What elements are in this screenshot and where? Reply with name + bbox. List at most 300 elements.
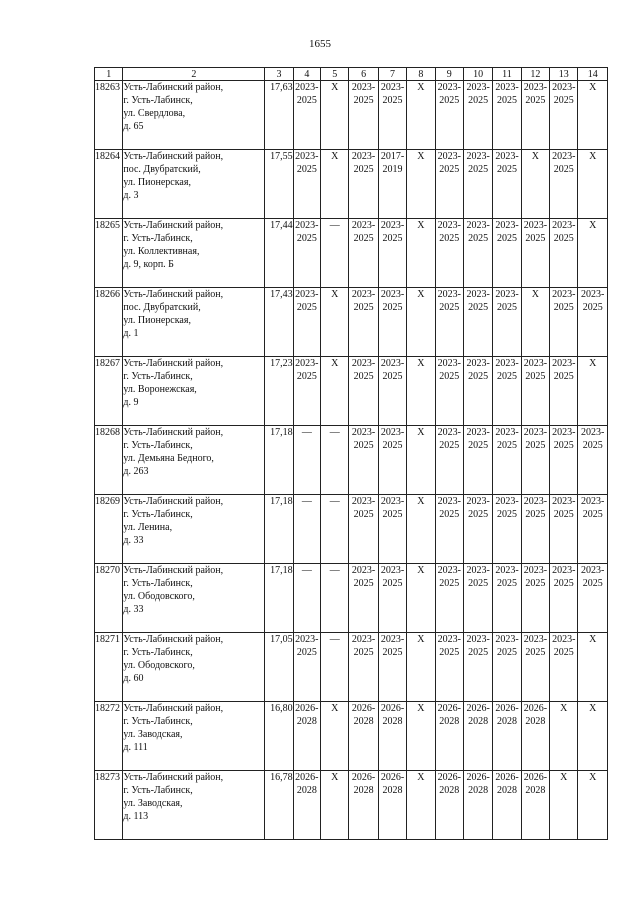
- table-row: [95, 288, 608, 357]
- address-line: ул. Пионерская,: [123, 177, 191, 188]
- period-cell: [550, 81, 578, 150]
- period-end: 2025: [296, 233, 317, 244]
- area-value: 17,18: [265, 495, 293, 564]
- period-start: 2023-: [351, 634, 376, 645]
- page-number: 1655: [309, 38, 331, 50]
- address-line: г. Усть-Лабинск,: [123, 440, 193, 451]
- period-end: 2025: [296, 164, 317, 175]
- address-line: Усть-Лабинский район,: [123, 289, 224, 300]
- period-start: 2023-: [437, 496, 461, 507]
- period-end: 2025: [382, 509, 403, 520]
- period-start: 2026-: [437, 772, 461, 783]
- period-cell: [521, 426, 549, 495]
- table-row: [95, 771, 608, 840]
- period-end: 2025: [382, 371, 403, 382]
- period-cell: [550, 219, 578, 288]
- period-end: 2025: [497, 440, 517, 451]
- period-start: 2023-: [380, 427, 405, 438]
- period-cell: [378, 495, 406, 564]
- address-line: Усть-Лабинский район,: [123, 772, 224, 783]
- period-cell: X: [407, 150, 435, 219]
- address-line: д. 9, корп. Б: [123, 259, 174, 270]
- period-cell: [293, 702, 320, 771]
- record-number: 18270: [95, 564, 123, 633]
- period-start: 2023-: [495, 496, 519, 507]
- period-end: 2025: [582, 509, 603, 520]
- period-start: 2023-: [437, 427, 461, 438]
- period-cell: [349, 633, 378, 702]
- address-line: д. 33: [123, 604, 144, 615]
- period-start: 2023-: [466, 427, 490, 438]
- period-cell: [493, 150, 521, 219]
- record-number: 18267: [95, 357, 123, 426]
- period-end: 2028: [353, 716, 374, 727]
- address-line: ул. Воронежская,: [123, 384, 197, 395]
- address-line: ул. Заводская,: [123, 798, 183, 809]
- area-value: 17,18: [265, 426, 293, 495]
- period-start: 2026-: [523, 772, 548, 783]
- period-cell: X: [407, 495, 435, 564]
- address-line: Усть-Лабинский район,: [123, 427, 224, 438]
- period-end: 2025: [497, 233, 517, 244]
- address-line: г. Усть-Лабинск,: [123, 785, 193, 796]
- period-cell: [521, 357, 549, 426]
- period-cell: [578, 426, 608, 495]
- record-number: 18263: [95, 81, 123, 150]
- period-cell: [435, 426, 463, 495]
- period-cell: [463, 150, 492, 219]
- column-number-cell: 1: [95, 68, 123, 81]
- period-start: 2023-: [581, 289, 605, 300]
- address-line: д. 33: [123, 535, 144, 546]
- housing-register-table: [94, 67, 608, 840]
- period-cell: [293, 357, 320, 426]
- column-number-cell: 8: [407, 68, 435, 81]
- period-end: 2025: [382, 233, 403, 244]
- period-end: 2025: [497, 509, 517, 520]
- period-start: 2023-: [552, 358, 576, 369]
- period-start: 2023-: [295, 151, 319, 162]
- period-start: 2023-: [351, 496, 376, 507]
- period-end: 2025: [439, 509, 460, 520]
- period-cell: [463, 633, 492, 702]
- period-cell: [293, 219, 320, 288]
- period-start: 2026-: [351, 703, 376, 714]
- period-start: 2023-: [495, 82, 519, 93]
- period-start: 2026-: [495, 703, 519, 714]
- period-cell: X: [521, 288, 549, 357]
- period-start: 2023-: [495, 358, 519, 369]
- period-cell: [550, 633, 578, 702]
- period-cell: [550, 150, 578, 219]
- address-line: ул. Ленина,: [123, 522, 173, 533]
- area-value: 17,55: [265, 150, 293, 219]
- period-start: 2023-: [295, 289, 319, 300]
- table-row: [95, 702, 608, 771]
- area-value: 17,63: [265, 81, 293, 150]
- period-end: 2028: [468, 716, 489, 727]
- period-end: 2025: [553, 509, 574, 520]
- period-end: 2025: [497, 95, 517, 106]
- period-cell: [435, 219, 463, 288]
- period-start: 2023-: [380, 82, 405, 93]
- period-cell: [493, 564, 521, 633]
- period-end: 2025: [468, 578, 489, 589]
- period-cell: [349, 426, 378, 495]
- period-start: 2023-: [351, 82, 376, 93]
- period-cell: [378, 771, 406, 840]
- period-end: 2025: [353, 578, 374, 589]
- address-cell: [123, 495, 265, 564]
- period-cell: [293, 771, 320, 840]
- period-cell: [463, 495, 492, 564]
- period-cell: [550, 357, 578, 426]
- period-start: 2023-: [495, 565, 519, 576]
- period-end: 2025: [439, 578, 460, 589]
- column-number-cell: 9: [435, 68, 463, 81]
- period-start: 2023-: [437, 358, 461, 369]
- column-number-cell: 13: [550, 68, 578, 81]
- address-line: Усть-Лабинский район,: [123, 82, 224, 93]
- address-line: Усть-Лабинский район,: [123, 703, 224, 714]
- period-start: 2023-: [437, 634, 461, 645]
- table-row: [95, 219, 608, 288]
- period-cell: X: [407, 357, 435, 426]
- period-cell: X: [321, 357, 349, 426]
- period-cell: X: [321, 771, 349, 840]
- period-end: 2025: [296, 647, 317, 658]
- period-cell: [493, 219, 521, 288]
- period-start: 2023-: [295, 358, 319, 369]
- period-end: 2025: [382, 302, 403, 313]
- period-start: 2023-: [380, 496, 405, 507]
- period-start: 2023-: [552, 496, 576, 507]
- period-cell: [550, 288, 578, 357]
- period-start: 2026-: [380, 772, 405, 783]
- period-start: 2023-: [523, 496, 548, 507]
- period-start: 2023-: [380, 289, 405, 300]
- period-end: 2025: [353, 164, 374, 175]
- period-start: 2023-: [523, 358, 548, 369]
- period-cell: [463, 702, 492, 771]
- period-cell: [493, 771, 521, 840]
- column-number-cell: 2: [123, 68, 265, 81]
- period-cell: [521, 219, 549, 288]
- period-end: 2025: [525, 578, 546, 589]
- period-cell: [578, 564, 608, 633]
- period-start: 2023-: [523, 427, 548, 438]
- period-cell: [463, 564, 492, 633]
- period-start: 2023-: [495, 427, 519, 438]
- period-cell: [463, 357, 492, 426]
- period-cell: [349, 288, 378, 357]
- period-cell: [293, 81, 320, 150]
- period-end: 2025: [439, 95, 460, 106]
- table-row: [95, 426, 608, 495]
- period-start: 2026-: [295, 703, 319, 714]
- period-cell: X: [321, 288, 349, 357]
- period-end: 2025: [439, 233, 460, 244]
- address-line: г. Усть-Лабинск,: [123, 647, 193, 658]
- period-end: 2025: [468, 302, 489, 313]
- period-cell: [435, 633, 463, 702]
- period-start: 2026-: [380, 703, 405, 714]
- period-end: 2028: [353, 785, 374, 796]
- period-start: 2023-: [552, 220, 576, 231]
- table-row: [95, 495, 608, 564]
- period-end: 2025: [525, 647, 546, 658]
- period-end: 2025: [582, 440, 603, 451]
- address-line: г. Усть-Лабинск,: [123, 578, 193, 589]
- area-value: 16,80: [265, 702, 293, 771]
- area-value: 17,05: [265, 633, 293, 702]
- period-end: 2025: [525, 440, 546, 451]
- period-cell: [435, 702, 463, 771]
- period-cell: —: [321, 219, 349, 288]
- address-cell: [123, 426, 265, 495]
- address-cell: [123, 702, 265, 771]
- period-cell: X: [407, 771, 435, 840]
- period-start: 2023-: [495, 151, 519, 162]
- period-cell: X: [407, 633, 435, 702]
- period-cell: X: [407, 702, 435, 771]
- period-cell: X: [550, 771, 578, 840]
- period-end: 2025: [353, 371, 374, 382]
- period-cell: X: [521, 150, 549, 219]
- period-start: 2023-: [523, 82, 548, 93]
- address-line: ул. Свердлова,: [123, 108, 186, 119]
- period-end: 2025: [553, 164, 574, 175]
- area-value: 17,18: [265, 564, 293, 633]
- period-cell: [463, 288, 492, 357]
- period-end: 2025: [468, 371, 489, 382]
- period-cell: [435, 288, 463, 357]
- period-end: 2025: [582, 302, 603, 313]
- period-end: 2019: [382, 164, 403, 175]
- period-cell: [550, 495, 578, 564]
- period-cell: —: [293, 426, 320, 495]
- address-line: г. Усть-Лабинск,: [123, 716, 193, 727]
- period-end: 2025: [468, 95, 489, 106]
- period-end: 2025: [382, 440, 403, 451]
- column-number-cell: 7: [378, 68, 406, 81]
- period-cell: [349, 495, 378, 564]
- period-start: 2023-: [466, 220, 490, 231]
- period-start: 2023-: [466, 82, 490, 93]
- period-end: 2028: [497, 716, 517, 727]
- period-start: 2023-: [437, 82, 461, 93]
- period-cell: [378, 357, 406, 426]
- period-cell: [349, 219, 378, 288]
- period-end: 2025: [439, 164, 460, 175]
- period-cell: [521, 702, 549, 771]
- period-cell: [578, 495, 608, 564]
- period-end: 2025: [497, 371, 517, 382]
- period-end: 2025: [553, 302, 574, 313]
- period-end: 2028: [382, 716, 403, 727]
- period-cell: X: [578, 771, 608, 840]
- period-end: 2028: [439, 716, 460, 727]
- period-end: 2028: [525, 785, 546, 796]
- period-start: 2023-: [295, 82, 319, 93]
- period-end: 2025: [353, 509, 374, 520]
- address-line: д. 113: [123, 811, 149, 822]
- period-cell: [493, 288, 521, 357]
- period-end: 2025: [382, 647, 403, 658]
- period-cell: [463, 771, 492, 840]
- period-cell: —: [321, 633, 349, 702]
- period-cell: [378, 150, 406, 219]
- period-start: 2023-: [523, 565, 548, 576]
- period-cell: [349, 357, 378, 426]
- address-line: ул. Заводская,: [123, 729, 183, 740]
- record-number: 18266: [95, 288, 123, 357]
- period-cell: [435, 81, 463, 150]
- address-line: ул. Демьяна Бедного,: [123, 453, 214, 464]
- address-line: ул. Ободовского,: [123, 591, 195, 602]
- period-start: 2026-: [437, 703, 461, 714]
- address-line: д. 65: [123, 121, 144, 132]
- period-cell: [349, 564, 378, 633]
- column-number-cell: 12: [521, 68, 549, 81]
- period-end: 2025: [468, 233, 489, 244]
- column-number-cell: 10: [463, 68, 492, 81]
- period-start: 2023-: [437, 151, 461, 162]
- period-start: 2023-: [552, 427, 576, 438]
- period-end: 2028: [382, 785, 403, 796]
- period-cell: [463, 219, 492, 288]
- record-number: 18271: [95, 633, 123, 702]
- period-start: 2023-: [466, 151, 490, 162]
- period-end: 2025: [497, 164, 517, 175]
- period-start: 2023-: [581, 496, 605, 507]
- period-start: 2023-: [380, 220, 405, 231]
- address-cell: [123, 564, 265, 633]
- period-cell: —: [321, 495, 349, 564]
- period-end: 2028: [525, 716, 546, 727]
- period-end: 2025: [353, 302, 374, 313]
- period-cell: [521, 495, 549, 564]
- period-start: 2023-: [351, 220, 376, 231]
- period-start: 2023-: [495, 220, 519, 231]
- period-end: 2025: [553, 647, 574, 658]
- address-cell: [123, 150, 265, 219]
- period-cell: X: [578, 150, 608, 219]
- column-number-cell: 6: [349, 68, 378, 81]
- record-number: 18268: [95, 426, 123, 495]
- period-end: 2025: [553, 371, 574, 382]
- address-line: пос. Двубратский,: [123, 302, 201, 313]
- period-cell: X: [578, 81, 608, 150]
- period-cell: X: [578, 633, 608, 702]
- period-cell: [435, 771, 463, 840]
- period-cell: [493, 633, 521, 702]
- period-cell: [378, 633, 406, 702]
- period-start: 2017-: [380, 151, 405, 162]
- address-line: г. Усть-Лабинск,: [123, 371, 193, 382]
- period-start: 2023-: [552, 289, 576, 300]
- period-start: 2023-: [552, 151, 576, 162]
- period-start: 2023-: [380, 565, 405, 576]
- period-end: 2025: [382, 578, 403, 589]
- period-end: 2025: [468, 509, 489, 520]
- address-cell: [123, 357, 265, 426]
- period-end: 2025: [525, 509, 546, 520]
- period-end: 2025: [553, 95, 574, 106]
- period-start: 2023-: [523, 220, 548, 231]
- address-line: Усть-Лабинский район,: [123, 220, 224, 231]
- period-end: 2025: [497, 578, 517, 589]
- address-cell: [123, 288, 265, 357]
- period-cell: [293, 150, 320, 219]
- period-end: 2025: [296, 95, 317, 106]
- period-cell: [349, 150, 378, 219]
- period-start: 2023-: [437, 289, 461, 300]
- period-cell: X: [578, 357, 608, 426]
- period-end: 2025: [553, 233, 574, 244]
- address-cell: [123, 633, 265, 702]
- record-number: 18265: [95, 219, 123, 288]
- period-cell: X: [407, 219, 435, 288]
- period-cell: X: [407, 564, 435, 633]
- period-cell: [378, 426, 406, 495]
- period-cell: [493, 426, 521, 495]
- period-end: 2025: [497, 647, 517, 658]
- address-line: д. 111: [123, 742, 148, 753]
- period-start: 2023-: [552, 565, 576, 576]
- period-cell: [378, 702, 406, 771]
- period-start: 2026-: [466, 703, 490, 714]
- period-start: 2023-: [437, 565, 461, 576]
- period-cell: [435, 495, 463, 564]
- address-line: Усть-Лабинский район,: [123, 358, 224, 369]
- period-start: 2023-: [380, 634, 405, 645]
- area-value: 17,23: [265, 357, 293, 426]
- period-cell: X: [550, 702, 578, 771]
- address-line: Усть-Лабинский район,: [123, 634, 224, 645]
- column-number-row: [95, 68, 608, 81]
- period-end: 2025: [382, 95, 403, 106]
- period-cell: X: [578, 702, 608, 771]
- period-end: 2025: [553, 440, 574, 451]
- address-line: д. 1: [123, 328, 139, 339]
- period-end: 2025: [525, 371, 546, 382]
- record-number: 18269: [95, 495, 123, 564]
- period-cell: [550, 426, 578, 495]
- area-value: 17,44: [265, 219, 293, 288]
- period-start: 2026-: [351, 772, 376, 783]
- address-line: д. 60: [123, 673, 144, 684]
- period-cell: [578, 288, 608, 357]
- period-cell: [493, 495, 521, 564]
- period-start: 2023-: [295, 634, 319, 645]
- column-number-cell: 3: [265, 68, 293, 81]
- address-line: д. 9: [123, 397, 139, 408]
- period-start: 2023-: [495, 289, 519, 300]
- period-cell: [521, 771, 549, 840]
- period-cell: [293, 633, 320, 702]
- address-cell: [123, 81, 265, 150]
- period-cell: [550, 564, 578, 633]
- period-cell: [378, 564, 406, 633]
- period-end: 2025: [468, 440, 489, 451]
- address-line: д. 3: [123, 190, 139, 201]
- period-cell: [493, 702, 521, 771]
- period-end: 2025: [353, 95, 374, 106]
- period-end: 2028: [439, 785, 460, 796]
- period-end: 2028: [296, 716, 317, 727]
- period-start: 2026-: [495, 772, 519, 783]
